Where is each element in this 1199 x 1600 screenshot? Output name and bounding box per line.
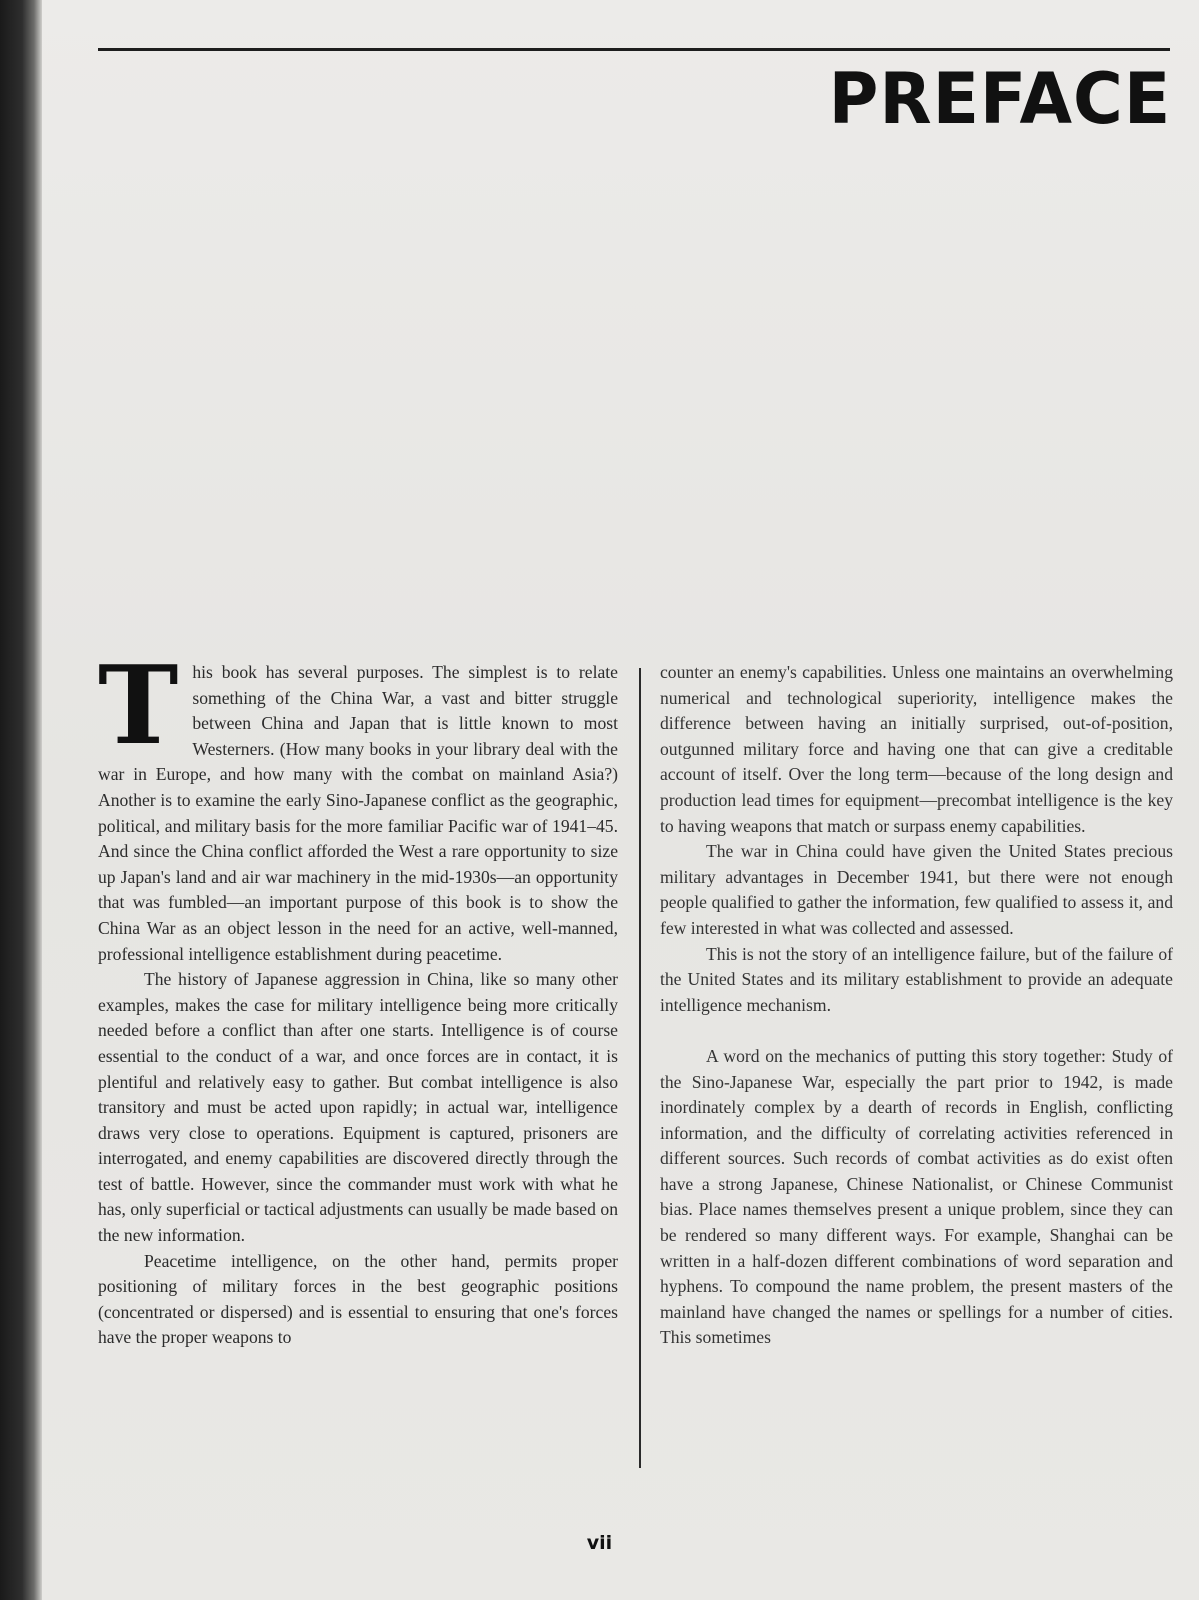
left-column [98, 643, 618, 1351]
right-paragraph-2: The war in China could have given the United States precious military advantages in December 1941, but there were not enough people qualified to gather the information, few qualified to assess it, and few interested in what was collected and assessed. [660, 841, 1173, 938]
book-gutter-shadow [0, 0, 42, 1600]
drop-cap: T [98, 643, 179, 769]
page-number: vii [586, 1532, 613, 1554]
right-paragraph-3: This is not the story of an intelligence failure, but of the failure of the United States and its military establishment to provide an adequate intelligence mechanism. [660, 943, 1173, 1015]
left-paragraph-3: Peacetime intelligence, on the other hand, permits proper positioning of military forces in the best geographic positions (concentrated or dispersed) and is essential to ensuring that one's forces have the proper weapons to [98, 1250, 618, 1348]
left-paragraph-1-text: his book has several purposes. The simplest is to relate something of the China War, a vast and bitter struggle between China and Japan that is little known to most Westerners. (How many books in your library deal with the war in Europe, and how many with the combat on mainland Asia?) Another is to examine the early Sino-Japanese conflict as the geographic, political, and military basis for the more familiar Pacific war of 1941–45. And since the China conflict afforded the West a rare opportunity to size up Japan's land and air war machinery in the mid-1930s—an opportunity that was fumbled—an important purpose of this book is to show the China War as an object lesson in the need for an active, well-manned, professional intelligence establishment during peacetime. [98, 662, 618, 964]
header-rule [98, 48, 1170, 51]
body-columns [98, 643, 1173, 1495]
right-column [660, 660, 1173, 1351]
left-paragraph-2: The history of Japanese aggression in China, like so many other examples, makes the case for military intelligence being more critically needed before a conflict than after one starts. Intelligence is of course essential to the conduct of a war, and once forces are in contact, it is plentiful and relatively easy to gather. But combat intelligence is also transitory and must be acted upon rapidly; in actual war, intelligence draws very close to operations. Equipment is captured, prisoners are interrogated, and enemy capabilities are discovered directly through the test of battle. However, since the commander must work with what he has, only superficial or tactical adjustments can usually be made based on the new information. [98, 969, 618, 1246]
page-title: PREFACE [828, 58, 1171, 140]
left-paragraph-1 [98, 643, 618, 967]
right-paragraph-4: A word on the mechanics of putting this story together: Study of the Sino-Japanese War, especially the part prior to 1942, is made inordinately complex by a dearth of records in English, conflicting information, and the difficulty of correlating activities referenced in different sources. Such records of combat activities as do exist often have a strong Japanese, Chinese Nationalist, or Chinese Communist bias. Place names themselves present a unique problem, since they can be rendered so many different ways. For example, Shanghai can be written in a half-dozen different combinations of word separation and hyphens. To compound the name problem, the present masters of the mainland have changed the names or spellings for a number of cities. This sometimes [660, 1045, 1173, 1348]
column-divider [639, 668, 641, 1468]
right-paragraph-1: counter an enemy's capabilities. Unless one maintains an overwhelming numerical and technological superiority, intelligence makes the difference between having an initially surprised, out-of-position, outgunned military force and having one that can give a creditable account of itself. Over the long term—because of the long design and production lead times for equipment—precombat intelligence is the key to having weapons that match or surpass enemy capabilities. [660, 662, 1173, 836]
